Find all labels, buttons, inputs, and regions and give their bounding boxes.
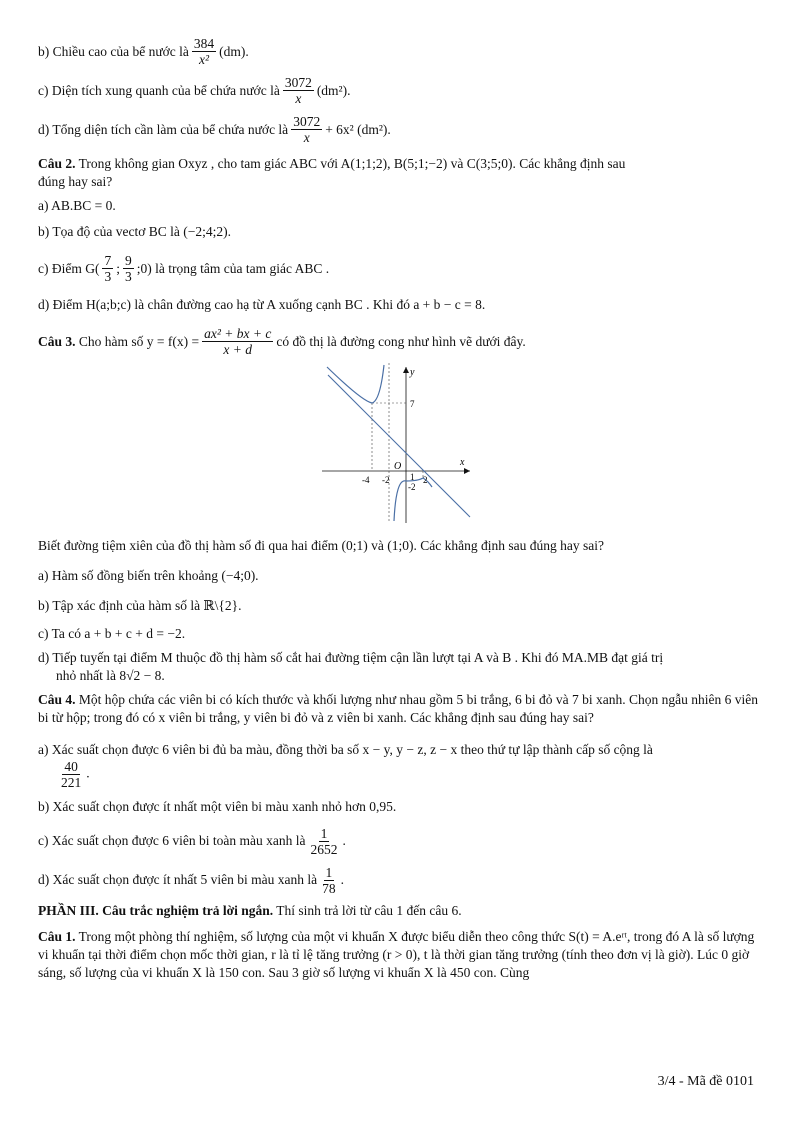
fraction xyxy=(59,759,83,790)
fraction xyxy=(283,75,314,106)
unit-text: (dm). xyxy=(219,43,249,59)
q1-statement-b xyxy=(38,36,758,67)
x-axis-arrow xyxy=(464,468,470,474)
part3-heading xyxy=(38,902,758,920)
denominator: x + d xyxy=(223,342,253,357)
q1-statement-c xyxy=(38,75,758,106)
fraction xyxy=(192,36,216,67)
denominator: 3 xyxy=(104,269,112,284)
fraction xyxy=(309,826,340,857)
fraction xyxy=(202,326,273,357)
numerator: ax² + bx + c xyxy=(204,326,272,341)
numerator: 1 xyxy=(325,864,333,880)
denominator: 3 xyxy=(125,269,132,284)
q3-info: Biết đường tiệm xiên của đồ thị hàm số đi qua hai điểm (0;1) và (1;0). Các khẳng định sau đúng hay sai? xyxy=(38,538,604,553)
curve-left-branch xyxy=(327,365,384,403)
q2-statement-d: d) Điểm H(a;b;c) là chân đường cao hạ từ A xuống cạnh BC . Khi đó a + b − c = 8. xyxy=(38,297,486,312)
unit-text: + 6x² (dm²). xyxy=(325,121,391,137)
statement-text: d) Xác suất chọn được ít nhất 5 viên bi màu xanh là xyxy=(38,872,318,887)
q3-statement-a: a) Hàm số đồng biến trên khoảng (−4;0). xyxy=(38,568,259,583)
denominator: x² xyxy=(199,52,210,67)
oblique-asymptote xyxy=(328,375,470,517)
q3-question xyxy=(38,326,758,357)
fraction xyxy=(123,253,134,284)
graph-svg xyxy=(322,363,472,523)
q4-statement-c: c) Xác suất chọn được 6 viên bi toàn màu xanh là $\frac{1}{2652}$ . xyxy=(38,825,346,857)
q4-statement-a-value: $\frac{40}{221}$ . xyxy=(61,758,90,790)
q2-statement-a: a) AB.BC = 0. xyxy=(38,198,116,213)
tick-label-1: 1 xyxy=(410,472,415,482)
numerator: 7 xyxy=(104,253,112,268)
numerator: 1 xyxy=(320,825,328,841)
tick-label-neg4: -4 xyxy=(362,475,370,485)
denominator: x xyxy=(303,130,310,145)
origin-label: O xyxy=(394,461,402,472)
q3-statement-d-cont: nhỏ nhất là 8√2 − 8. xyxy=(56,668,165,683)
statement-text: c) Điểm G( xyxy=(38,260,100,276)
q2-statement-c: c) Điểm G( $\frac{7}{3}$ ; $\frac{9}{3}$ ;0) là trọng tâm của tam giác ABC . xyxy=(38,253,330,284)
q3-statement-d: d) Tiếp tuyến tại điểm M thuộc đồ thị hàm số cắt hai đường tiệm cận lần lượt tại A và B . Khi đó MA.MB đạt giá trị xyxy=(38,650,664,665)
denominator: 221 xyxy=(61,774,82,790)
q4-statement-d: d) Xác suất chọn được ít nhất 5 viên bi màu xanh là $\frac{1}{78}$ . xyxy=(38,864,345,896)
statement-text: ;0) là trọng tâm của tam giác ABC . xyxy=(136,260,330,276)
fraction xyxy=(320,865,338,896)
denominator: 78 xyxy=(322,880,336,896)
statement-text: c) Xác suất chọn được 6 viên bi toàn màu xanh là xyxy=(38,833,306,848)
fraction xyxy=(291,114,322,145)
q4-statement-b: b) Xác suất chọn được ít nhất một viên bi màu xanh nhỏ hơn 0,95. xyxy=(38,798,397,814)
question-number: Câu 4. xyxy=(38,692,76,707)
numerator: 3072 xyxy=(293,114,321,129)
tick-label-2: 2 xyxy=(423,475,428,485)
q4-statement-a: a) Xác suất chọn được 6 viên bi đủ ba màu, đồng thời ba số x − y, y − z, z − x theo thứ tự lập thành cấp số cộng là xyxy=(38,741,653,757)
question-text: Trong một phòng thí nghiệm, số lượng của một vi khuẩn X được biểu diễn theo công thức S(t) = A.eʳᵗ, trong đó A là số lượng vi khuẩn tại thời điểm chọn mốc thời gian, r là tỉ lệ tăng trưởng (r > 0), t là thời gian tăng trưởng (tính theo đơn vị là giờ). Lúc 0 giờ sáng, số lượng của vi khuẩn X là 150 con. Sau 3 giờ số lượng vi khuẩn X là 450 con. Cùng xyxy=(38,928,755,980)
q4-question xyxy=(38,691,758,727)
x-axis-label: x xyxy=(460,457,465,468)
q2-statement-b: b) Tọa độ của vectơ BC là (−2;4;2). xyxy=(38,224,231,239)
tick-label-neg2: -2 xyxy=(382,475,390,485)
question-text: Trong không gian Oxyz , cho tam giác ABC với A(1;1;2), B(5;1;−2) và C(3;5;0). Các khẳng định sau xyxy=(78,156,626,171)
numerator: 40 xyxy=(64,758,78,774)
q1-statement-d xyxy=(38,114,758,145)
question-number: Câu 3. xyxy=(38,333,76,349)
statement-text: b) Chiều cao của bể nước là xyxy=(38,43,189,59)
question-number: Câu 2. xyxy=(38,156,76,171)
tick-label-neg2-y: -2 xyxy=(408,482,416,492)
numerator: 384 xyxy=(193,36,215,51)
page-footer: 3/4 - Mã đề 0101 xyxy=(657,1074,754,1089)
statement-text: c) Diện tích xung quanh của bể chứa nước là xyxy=(38,82,280,98)
document-page xyxy=(38,36,758,995)
unit-text: (dm²). xyxy=(316,82,351,98)
question-text: Cho hàm số y = f(x) = xyxy=(78,333,200,349)
fraction xyxy=(102,253,113,284)
p3-q1-question xyxy=(38,928,758,982)
q2-question xyxy=(38,155,758,173)
part-instruction: Thí sinh trả lời từ câu 1 đến câu 6. xyxy=(276,902,462,918)
question-text: Một hộp chứa các viên bi có kích thước và khối lượng như nhau gồm 5 bi trắng, 6 bi đỏ và 7 bi xanh. Chọn ngẫu nhiên 6 viên bi từ hộp; trong đó có x viên bi trắng, y viên bi đỏ và z viên bi xanh. Các khẳng định sau đúng hay sai? xyxy=(38,692,758,725)
question-number: Câu 1. xyxy=(38,928,76,944)
q3-statement-b: b) Tập xác định của hàm số là ℝ\{2}. xyxy=(38,598,242,613)
denominator: x xyxy=(295,91,302,106)
tick-label-7: 7 xyxy=(410,399,415,409)
q3-statement-c: c) Ta có a + b + c + d = −2. xyxy=(38,626,186,641)
function-graph xyxy=(322,363,758,527)
q2-question-cont: đúng hay sai? xyxy=(38,174,113,189)
numerator: 3072 xyxy=(284,75,312,90)
denominator: 2652 xyxy=(310,841,338,857)
y-axis-arrow xyxy=(403,367,409,373)
question-text: có đồ thị là đường cong như hình vẽ dưới đây. xyxy=(276,333,526,349)
y-axis-label: y xyxy=(410,367,415,378)
statement-text: d) Tổng diện tích cần làm của bể chứa nước là xyxy=(38,121,289,137)
part-title: PHẦN III. Câu trắc nghiệm trả lời ngắn. xyxy=(38,902,274,918)
numerator: 9 xyxy=(125,253,132,268)
